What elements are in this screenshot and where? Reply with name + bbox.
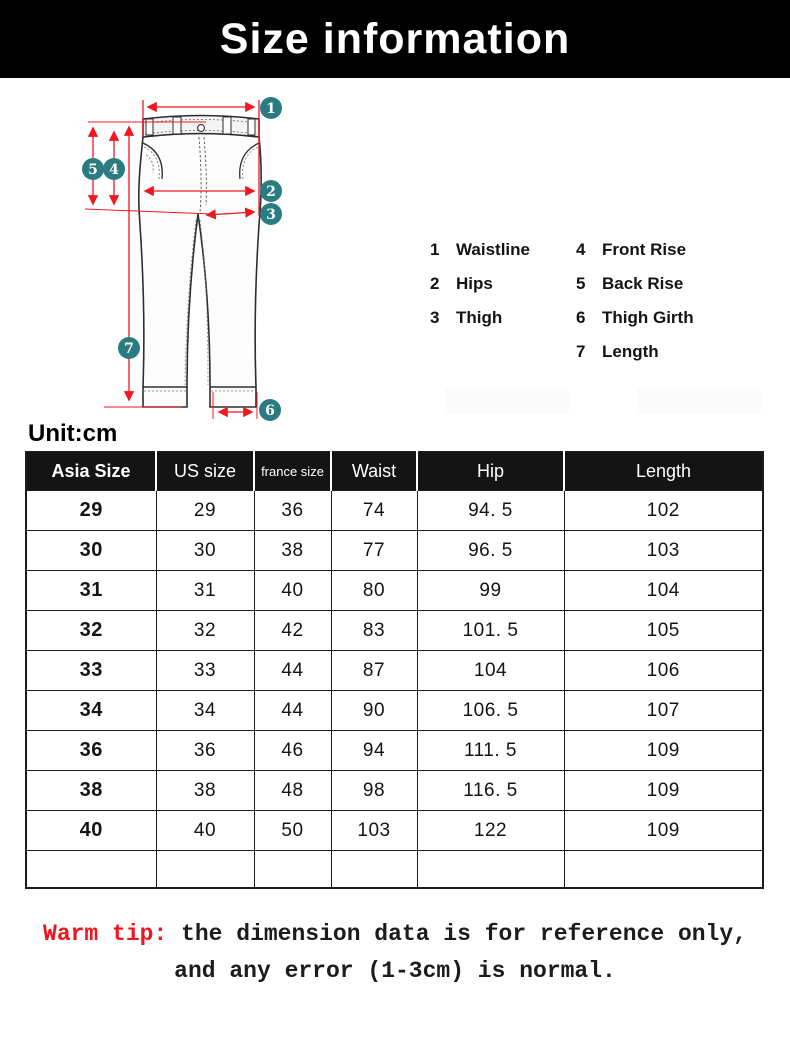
legend-item-waistline xyxy=(430,240,530,274)
cell-asia: 32 xyxy=(26,611,156,651)
cell-length: 104 xyxy=(564,571,763,611)
cell-asia: 33 xyxy=(26,651,156,691)
legend-item-front-rise xyxy=(576,240,694,274)
cell-france: 44 xyxy=(254,691,331,731)
pants-measurement-diagram xyxy=(40,85,420,430)
legend-item-number: 7 xyxy=(576,342,586,361)
table-row-size-30 xyxy=(26,531,763,571)
cell-hip: 111. 5 xyxy=(417,731,564,771)
column-header-france: france size xyxy=(254,452,331,491)
cell-waist: 83 xyxy=(331,611,417,651)
legend-column-1 xyxy=(430,240,530,376)
cell-us xyxy=(156,851,254,889)
cell-waist: 74 xyxy=(331,491,417,531)
legend-background-box xyxy=(445,388,569,414)
column-header-waist: Waist xyxy=(331,452,417,491)
svg-text:6: 6 xyxy=(265,403,275,419)
table-row-size-33 xyxy=(26,651,763,691)
cell-france: 48 xyxy=(254,771,331,811)
warm-tip-line-1 xyxy=(0,916,790,953)
svg-text:5: 5 xyxy=(88,162,98,178)
cell-hip: 122 xyxy=(417,811,564,851)
warm-tip-prefix: Warm tip: xyxy=(43,921,168,947)
table-row-size-31 xyxy=(26,571,763,611)
legend-item-hips xyxy=(430,274,530,308)
cell-length xyxy=(564,851,763,889)
cell-waist: 90 xyxy=(331,691,417,731)
cell-hip: 94. 5 xyxy=(417,491,564,531)
cell-length: 103 xyxy=(564,531,763,571)
svg-text:7: 7 xyxy=(124,341,134,357)
marker-1 xyxy=(260,97,282,119)
legend-item-length xyxy=(576,342,694,376)
cell-france xyxy=(254,851,331,889)
cell-asia xyxy=(26,851,156,889)
cell-waist: 98 xyxy=(331,771,417,811)
column-header-asia: Asia Size xyxy=(26,452,156,491)
cell-france: 40 xyxy=(254,571,331,611)
cell-us: 40 xyxy=(156,811,254,851)
table-row-size-34 xyxy=(26,691,763,731)
cell-hip: 104 xyxy=(417,651,564,691)
cell-us: 31 xyxy=(156,571,254,611)
cell-us: 34 xyxy=(156,691,254,731)
table-row-size-40 xyxy=(26,811,763,851)
cell-france: 42 xyxy=(254,611,331,651)
legend-item-label: Thigh Girth xyxy=(602,308,694,327)
cell-waist: 80 xyxy=(331,571,417,611)
legend-item-label: Thigh xyxy=(456,308,503,327)
cell-us: 38 xyxy=(156,771,254,811)
cell-us: 32 xyxy=(156,611,254,651)
cell-hip xyxy=(417,851,564,889)
svg-text:3: 3 xyxy=(266,207,276,223)
legend-item-label: Hips xyxy=(456,274,493,293)
title-banner xyxy=(0,0,790,78)
legend-item-label: Waistline xyxy=(456,240,530,259)
cell-hip: 99 xyxy=(417,571,564,611)
table-row-size-32 xyxy=(26,611,763,651)
warm-tip-line-2: and any error (1-3cm) is normal. xyxy=(174,958,616,984)
warm-tip-text: the dimension data is for reference only, xyxy=(181,921,747,947)
cell-hip: 96. 5 xyxy=(417,531,564,571)
legend-item-label: Length xyxy=(602,342,659,361)
legend-item-number: 4 xyxy=(576,240,586,259)
cell-france: 44 xyxy=(254,651,331,691)
cell-length: 109 xyxy=(564,771,763,811)
cell-length: 107 xyxy=(564,691,763,731)
legend-item-number: 1 xyxy=(430,240,440,259)
cell-france: 50 xyxy=(254,811,331,851)
page-title: Size information xyxy=(219,14,571,63)
legend-item-thigh-girth xyxy=(576,308,694,342)
legend-item-number: 6 xyxy=(576,308,586,327)
cell-waist: 87 xyxy=(331,651,417,691)
cell-asia: 36 xyxy=(26,731,156,771)
cell-waist xyxy=(331,851,417,889)
legend-item-label: Front Rise xyxy=(602,240,687,259)
legend-item-back-rise xyxy=(576,274,694,308)
table-row-size-38 xyxy=(26,771,763,811)
cell-asia: 34 xyxy=(26,691,156,731)
marker-2 xyxy=(260,180,282,202)
marker-4 xyxy=(103,158,125,180)
cell-length: 106 xyxy=(564,651,763,691)
cell-length: 102 xyxy=(564,491,763,531)
cell-us: 33 xyxy=(156,651,254,691)
warm-tip xyxy=(0,916,790,990)
legend-item-number: 5 xyxy=(576,274,586,293)
cell-asia: 30 xyxy=(26,531,156,571)
cell-asia: 29 xyxy=(26,491,156,531)
cell-waist: 94 xyxy=(331,731,417,771)
marker-3 xyxy=(260,203,282,225)
legend-item-number: 2 xyxy=(430,274,440,293)
cell-us: 29 xyxy=(156,491,254,531)
marker-7 xyxy=(118,337,140,359)
svg-text:4: 4 xyxy=(109,162,119,178)
cell-france: 46 xyxy=(254,731,331,771)
cell-asia: 40 xyxy=(26,811,156,851)
legend-item-thigh xyxy=(430,308,530,342)
cell-us: 30 xyxy=(156,531,254,571)
column-header-length: Length xyxy=(564,452,763,491)
cell-asia: 31 xyxy=(26,571,156,611)
legend-background-box xyxy=(637,388,761,414)
size-table xyxy=(25,451,764,889)
column-header-us: US size xyxy=(156,452,254,491)
cell-france: 36 xyxy=(254,491,331,531)
table-row-empty xyxy=(26,851,763,889)
marker-6 xyxy=(259,399,281,421)
cell-asia: 38 xyxy=(26,771,156,811)
svg-text:2: 2 xyxy=(266,184,276,200)
marker-5 xyxy=(82,158,104,180)
legend-item-number: 3 xyxy=(430,308,440,327)
cell-length: 109 xyxy=(564,731,763,771)
cell-hip: 116. 5 xyxy=(417,771,564,811)
table-row-size-29 xyxy=(26,491,763,531)
jeans-drawing xyxy=(139,116,261,408)
cell-waist: 77 xyxy=(331,531,417,571)
cell-france: 38 xyxy=(254,531,331,571)
cell-length: 109 xyxy=(564,811,763,851)
legend-column-2 xyxy=(576,240,694,376)
column-header-hip: Hip xyxy=(417,452,564,491)
cell-hip: 101. 5 xyxy=(417,611,564,651)
size-table-body xyxy=(26,491,763,889)
cell-waist: 103 xyxy=(331,811,417,851)
svg-text:1: 1 xyxy=(266,101,276,117)
cell-hip: 106. 5 xyxy=(417,691,564,731)
cell-us: 36 xyxy=(156,731,254,771)
measurement-legend xyxy=(430,240,694,376)
legend-item-label: Back Rise xyxy=(602,274,684,293)
size-table-header xyxy=(26,452,763,491)
unit-label: Unit:cm xyxy=(28,420,118,447)
table-row-size-36 xyxy=(26,731,763,771)
cell-length: 105 xyxy=(564,611,763,651)
